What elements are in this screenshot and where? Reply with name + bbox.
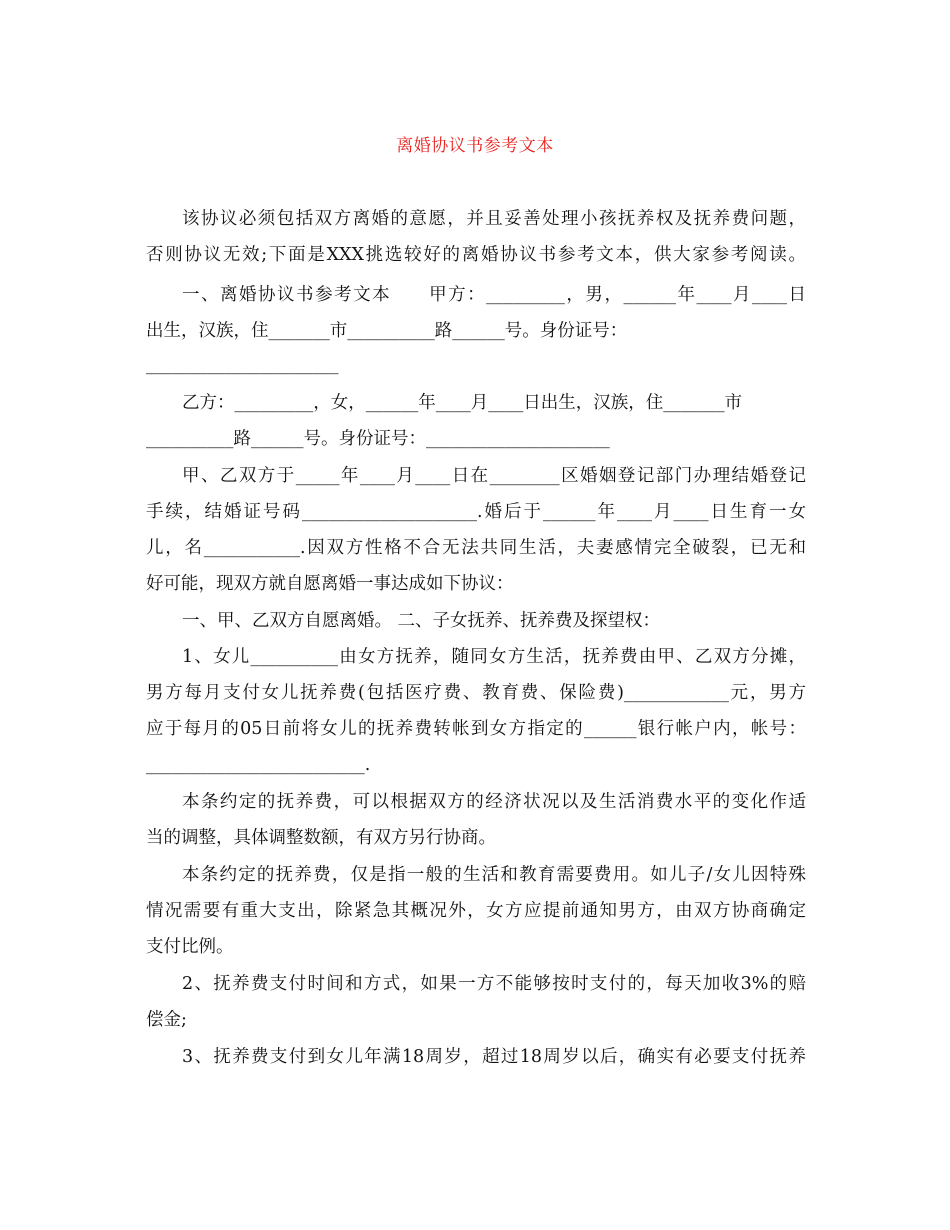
- text-line: 本条约定的抚养费，可以根据双方的经济状况以及生活消费水平的变化作适: [182, 792, 806, 812]
- text-line: 乙方：_________，女，______年____月____日出生，汉族，住_______市: [182, 393, 742, 413]
- text-line: 3、抚养费支付到女儿年满18周岁，超过18周岁以后，确实有必要支付抚养: [182, 1047, 806, 1067]
- text-line: 支付比例。: [146, 937, 234, 957]
- text-line: 出生，汉族，住_______市__________路______号。身份证号：: [146, 321, 628, 341]
- text-line: 应于每月的05日前将女儿的抚养费转帐到女方指定的______银行帐户内，帐号：: [146, 719, 806, 739]
- text-line: 情况需要有重大支出，除紧急其概况外，女方应提前通知男方，由双方协商确定: [146, 901, 806, 921]
- document-title: 离婚协议书参考文本: [396, 136, 554, 156]
- text-line: 本条约定的抚养费，仅是指一般的生活和教育需要费用。如儿子/女儿因特殊: [182, 865, 806, 885]
- text-line: 一、离婚协议书参考文本 甲方：_________，男，______年____月____日: [182, 285, 806, 305]
- text-line: __________路______号。身份证号：_____________________: [146, 429, 610, 449]
- text-line: ______________________: [146, 355, 339, 375]
- text-line: 1、女儿__________由女方抚养，随同女方生活，抚养费由甲、乙双方分摊，: [182, 647, 806, 667]
- text-line: 手续，结婚证号码____________________.婚后于______年____月____日生育一女: [146, 502, 806, 522]
- text-line: 一、甲、乙双方自愿离婚。 二、子女抚养、抚养费及探望权：: [182, 611, 661, 631]
- text-line: _________________________.: [146, 755, 371, 775]
- text-line: 好可能，现双方就自愿离婚一事达成如下协议：: [146, 574, 514, 594]
- text-line: 否则协议无效;下面是XXX挑选较好的离婚协议书参考文本，供大家参考阅读。: [146, 245, 806, 265]
- text-line: 该协议必须包括双方离婚的意愿，并且妥善处理小孩抚养权及抚养费问题，: [182, 209, 806, 229]
- text-line: 2、抚养费支付时间和方式，如果一方不能够按时支付的，每天加收3%的赔: [182, 974, 806, 994]
- text-line: 男方每月支付女儿抚养费(包括医疗费、教育费、保险费)____________元，男方: [146, 683, 806, 703]
- text-line: 当的调整，具体调整数额，有双方另行协商。: [146, 828, 496, 848]
- text-line: 甲、乙双方于_____年____月____日在________区婚姻登记部门办理结婚登记: [182, 466, 806, 486]
- text-line: 偿金;: [146, 1010, 187, 1030]
- text-line: 儿，名___________.因双方性格不合无法共同生活，夫妻感情完全破裂，已无和: [146, 538, 806, 558]
